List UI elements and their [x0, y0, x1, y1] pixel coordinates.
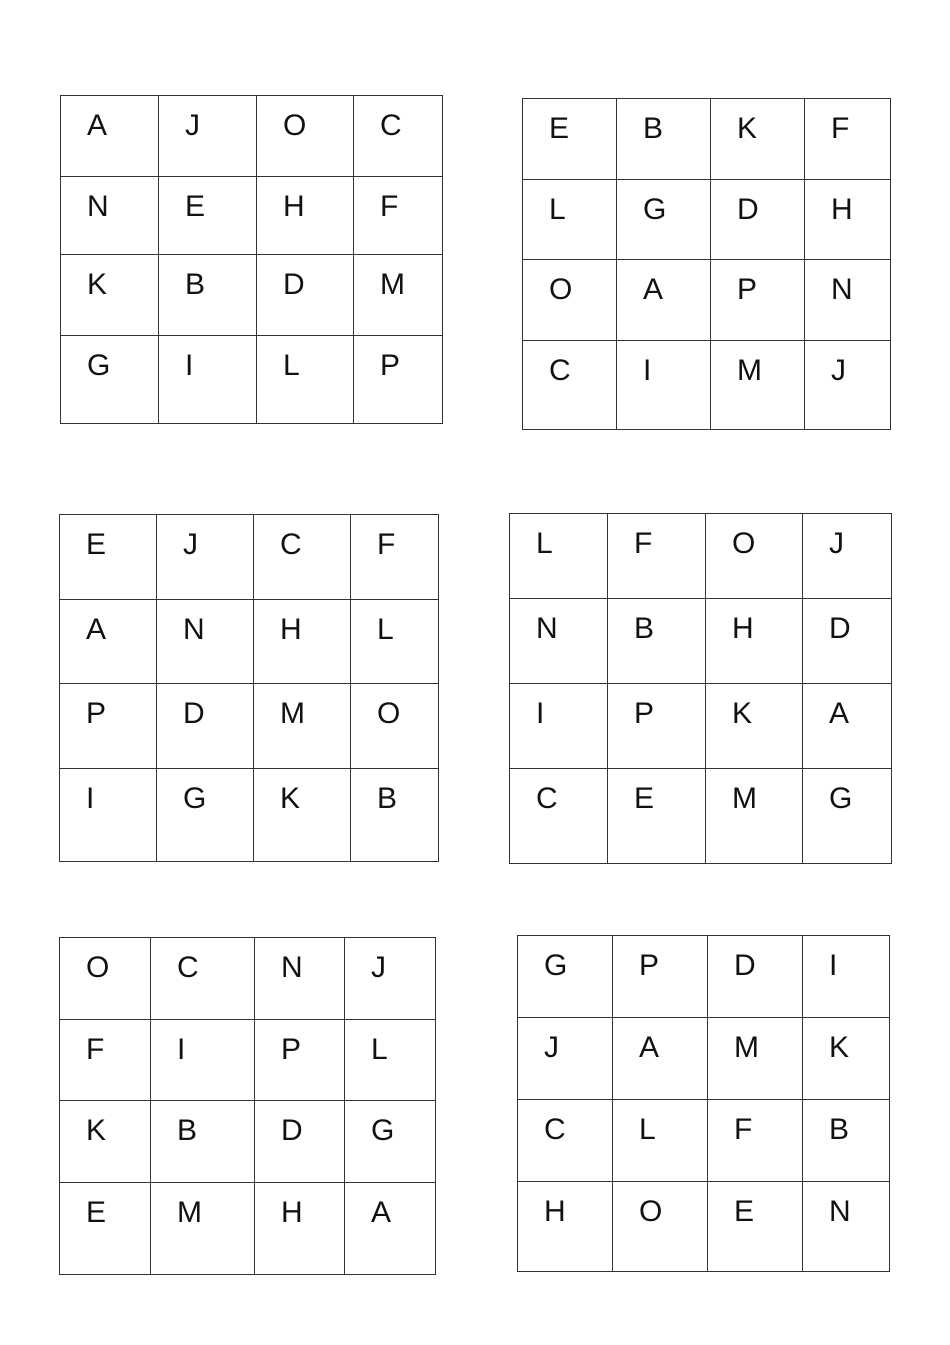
cell-letter: I: [185, 349, 194, 382]
grid-cell: [151, 1183, 255, 1275]
grid-cell: [60, 600, 157, 684]
cell-letter: D: [183, 697, 205, 730]
cell-letter: H: [732, 612, 754, 645]
grid-cell: [518, 1100, 613, 1182]
cell-letter: O: [86, 951, 110, 984]
cell-letter: K: [732, 697, 753, 730]
cell-letter: C: [177, 951, 199, 984]
cell-letter: O: [639, 1195, 663, 1228]
cell-letter: K: [86, 1114, 107, 1147]
cell-letter: E: [185, 190, 206, 223]
cell-letter: P: [86, 697, 107, 730]
cell-letter: L: [549, 193, 566, 226]
grid-cell: [157, 684, 254, 769]
cell-letter: G: [643, 193, 667, 226]
table-row: [61, 177, 443, 255]
table-row: [60, 684, 439, 769]
table-row: [60, 769, 439, 862]
grid-cell: [613, 1018, 708, 1100]
cell-letter: B: [634, 612, 655, 645]
table-row: [61, 336, 443, 424]
grid-cell: [706, 769, 803, 864]
grid-cell: [803, 936, 890, 1018]
cell-letter: F: [377, 528, 396, 561]
grid-cell: [60, 938, 151, 1020]
cell-letter: I: [643, 354, 652, 387]
cell-letter: I: [177, 1033, 186, 1066]
cell-letter: K: [87, 268, 108, 301]
cell-letter: I: [536, 697, 545, 730]
grid-cell: [61, 96, 159, 177]
grid-cell: [617, 341, 711, 430]
grid-cell: [351, 684, 439, 769]
cell-letter: E: [86, 528, 107, 561]
grid-cell: [805, 180, 891, 260]
cell-letter: O: [549, 273, 573, 306]
grid-cell: [608, 684, 706, 769]
grid-cell: [803, 514, 892, 599]
cell-letter: K: [280, 782, 301, 815]
cell-letter: L: [536, 527, 553, 560]
grid-cell: [159, 96, 257, 177]
cell-letter: D: [829, 612, 851, 645]
cell-letter: P: [639, 949, 660, 982]
table-row: [60, 600, 439, 684]
letter-grid-card-3: [59, 514, 439, 862]
cell-letter: I: [86, 782, 95, 815]
grid-cell: [254, 684, 351, 769]
grid-cell: [151, 938, 255, 1020]
grid-cell: [805, 260, 891, 341]
cell-letter: K: [737, 112, 758, 145]
cell-letter: D: [734, 949, 756, 982]
grid-cell: [157, 515, 254, 600]
grid-cell: [803, 1018, 890, 1100]
grid-cell: [255, 938, 345, 1020]
cell-letter: N: [831, 273, 853, 306]
grid-cell: [523, 99, 617, 180]
cell-letter: A: [86, 613, 107, 646]
grid-cell: [608, 769, 706, 864]
cell-letter: H: [281, 1196, 303, 1229]
cell-letter: B: [643, 112, 664, 145]
grid-cell: [711, 99, 805, 180]
cell-letter: H: [280, 613, 302, 646]
grid-cell: [803, 599, 892, 684]
cell-letter: I: [829, 949, 838, 982]
grid-cell: [708, 1018, 803, 1100]
grid-cell: [60, 684, 157, 769]
grid-cell: [61, 177, 159, 255]
grid-cell: [60, 1183, 151, 1275]
cell-letter: G: [829, 782, 853, 815]
cell-letter: E: [549, 112, 570, 145]
cell-letter: C: [280, 528, 302, 561]
grid-cell: [255, 1020, 345, 1101]
cell-letter: A: [643, 273, 664, 306]
grid-cell: [613, 936, 708, 1018]
grid-cell: [257, 255, 354, 336]
grid-cell: [254, 515, 351, 600]
cell-letter: G: [87, 349, 111, 382]
grid-cell: [608, 514, 706, 599]
cell-letter: M: [732, 782, 757, 815]
cell-letter: O: [283, 109, 307, 142]
table-row: [61, 255, 443, 336]
cell-letter: N: [87, 190, 109, 223]
grid-cell: [151, 1101, 255, 1183]
cell-letter: J: [185, 109, 200, 142]
grid-cell: [61, 255, 159, 336]
table-row: [60, 515, 439, 600]
cell-letter: J: [371, 951, 386, 984]
cell-letter: E: [634, 782, 655, 815]
cell-letter: P: [281, 1033, 302, 1066]
cell-letter: A: [639, 1031, 660, 1064]
grid-cell: [617, 260, 711, 341]
letter-grid-card-4: [509, 513, 892, 864]
grid-cell: [60, 1101, 151, 1183]
cell-letter: P: [737, 273, 758, 306]
grid-cell: [351, 600, 439, 684]
table-row: [518, 936, 890, 1018]
cell-letter: O: [377, 697, 401, 730]
cell-letter: O: [732, 527, 756, 560]
cell-letter: L: [377, 613, 394, 646]
cell-letter: E: [86, 1196, 107, 1229]
cell-letter: J: [831, 354, 846, 387]
table-row: [510, 599, 892, 684]
cell-letter: C: [544, 1113, 566, 1146]
cell-letter: C: [536, 782, 558, 815]
cell-letter: F: [86, 1033, 105, 1066]
cell-letter: M: [380, 268, 405, 301]
grid-cell: [510, 769, 608, 864]
table-row: [523, 260, 891, 341]
grid-cell: [159, 177, 257, 255]
table-row: [523, 341, 891, 430]
grid-cell: [257, 96, 354, 177]
cell-letter: B: [829, 1113, 850, 1146]
cell-letter: C: [380, 109, 402, 142]
letter-grid-card-5: [59, 937, 436, 1275]
grid-cell: [803, 1182, 890, 1272]
cell-letter: N: [281, 951, 303, 984]
grid-cell: [706, 684, 803, 769]
cell-letter: N: [536, 612, 558, 645]
cell-letter: J: [829, 527, 844, 560]
table-row: [61, 96, 443, 177]
grid-cell: [159, 336, 257, 424]
table-row: [518, 1182, 890, 1272]
cell-letter: K: [829, 1031, 850, 1064]
grid-cell: [254, 600, 351, 684]
grid-cell: [345, 1183, 436, 1275]
table-row: [518, 1018, 890, 1100]
grid-cell: [61, 336, 159, 424]
grid-cell: [510, 599, 608, 684]
cell-letter: D: [281, 1114, 303, 1147]
grid-cell: [706, 599, 803, 684]
cell-letter: N: [183, 613, 205, 646]
letter-grid-card-6: [517, 935, 890, 1272]
table-row: [60, 1020, 436, 1101]
cell-letter: F: [734, 1113, 753, 1146]
grid-cell: [151, 1020, 255, 1101]
grid-cell: [257, 336, 354, 424]
grid-cell: [803, 1100, 890, 1182]
grid-cell: [254, 769, 351, 862]
grid-cell: [157, 769, 254, 862]
table-row: [60, 1101, 436, 1183]
cell-letter: H: [544, 1195, 566, 1228]
grid-cell: [510, 684, 608, 769]
grid-cell: [518, 1182, 613, 1272]
cell-letter: B: [177, 1114, 198, 1147]
cell-letter: B: [185, 268, 206, 301]
cell-letter: L: [639, 1113, 656, 1146]
grid-cell: [351, 769, 439, 862]
grid-cell: [617, 180, 711, 260]
cell-letter: L: [283, 349, 300, 382]
grid-cell: [523, 180, 617, 260]
grid-cell: [354, 96, 443, 177]
grid-cell: [803, 684, 892, 769]
grid-cell: [518, 936, 613, 1018]
grid-cell: [613, 1100, 708, 1182]
grid-cell: [523, 341, 617, 430]
grid-cell: [708, 936, 803, 1018]
grid-cell: [523, 260, 617, 341]
grid-cell: [157, 600, 254, 684]
cell-letter: L: [371, 1033, 388, 1066]
grid-cell: [257, 177, 354, 255]
cell-letter: F: [380, 190, 399, 223]
grid-cell: [711, 260, 805, 341]
grid-cell: [255, 1101, 345, 1183]
cell-letter: M: [280, 697, 305, 730]
cell-letter: M: [737, 354, 762, 387]
letter-grid-card-2: [522, 98, 891, 430]
grid-cell: [345, 938, 436, 1020]
grid-cell: [805, 341, 891, 430]
cell-letter: A: [87, 109, 108, 142]
grid-cell: [510, 514, 608, 599]
cell-letter: N: [829, 1195, 851, 1228]
grid-cell: [60, 769, 157, 862]
grid-cell: [803, 769, 892, 864]
grid-cell: [60, 1020, 151, 1101]
table-row: [60, 1183, 436, 1275]
cell-letter: D: [737, 193, 759, 226]
cell-letter: P: [634, 697, 655, 730]
grid-cell: [60, 515, 157, 600]
grid-cell: [708, 1182, 803, 1272]
cell-letter: A: [829, 697, 850, 730]
cell-letter: F: [634, 527, 653, 560]
table-row: [510, 769, 892, 864]
cell-letter: D: [283, 268, 305, 301]
table-row: [510, 514, 892, 599]
cell-letter: J: [544, 1031, 559, 1064]
cell-letter: B: [377, 782, 398, 815]
table-row: [510, 684, 892, 769]
cell-letter: G: [183, 782, 207, 815]
grid-cell: [613, 1182, 708, 1272]
grid-cell: [255, 1183, 345, 1275]
grid-cell: [708, 1100, 803, 1182]
grid-cell: [518, 1018, 613, 1100]
grid-cell: [351, 515, 439, 600]
cell-letter: M: [734, 1031, 759, 1064]
grid-cell: [345, 1101, 436, 1183]
cell-letter: F: [831, 112, 850, 145]
table-row: [523, 180, 891, 260]
grid-cell: [345, 1020, 436, 1101]
grid-cell: [354, 336, 443, 424]
table-row: [518, 1100, 890, 1182]
cell-letter: H: [831, 193, 853, 226]
grid-cell: [711, 341, 805, 430]
cell-letter: G: [544, 949, 568, 982]
grid-cell: [608, 599, 706, 684]
grid-cell: [711, 180, 805, 260]
cell-letter: C: [549, 354, 571, 387]
cell-letter: E: [734, 1195, 755, 1228]
grid-cell: [706, 514, 803, 599]
grid-cell: [159, 255, 257, 336]
grid-cell: [617, 99, 711, 180]
grid-cell: [354, 177, 443, 255]
table-row: [523, 99, 891, 180]
cell-letter: G: [371, 1114, 395, 1147]
cell-letter: J: [183, 528, 198, 561]
table-row: [60, 938, 436, 1020]
cell-letter: M: [177, 1196, 202, 1229]
cell-letter: P: [380, 349, 401, 382]
grid-cell: [354, 255, 443, 336]
grid-cell: [805, 99, 891, 180]
cell-letter: H: [283, 190, 305, 223]
letter-grid-card-1: [60, 95, 443, 424]
cell-letter: A: [371, 1196, 392, 1229]
